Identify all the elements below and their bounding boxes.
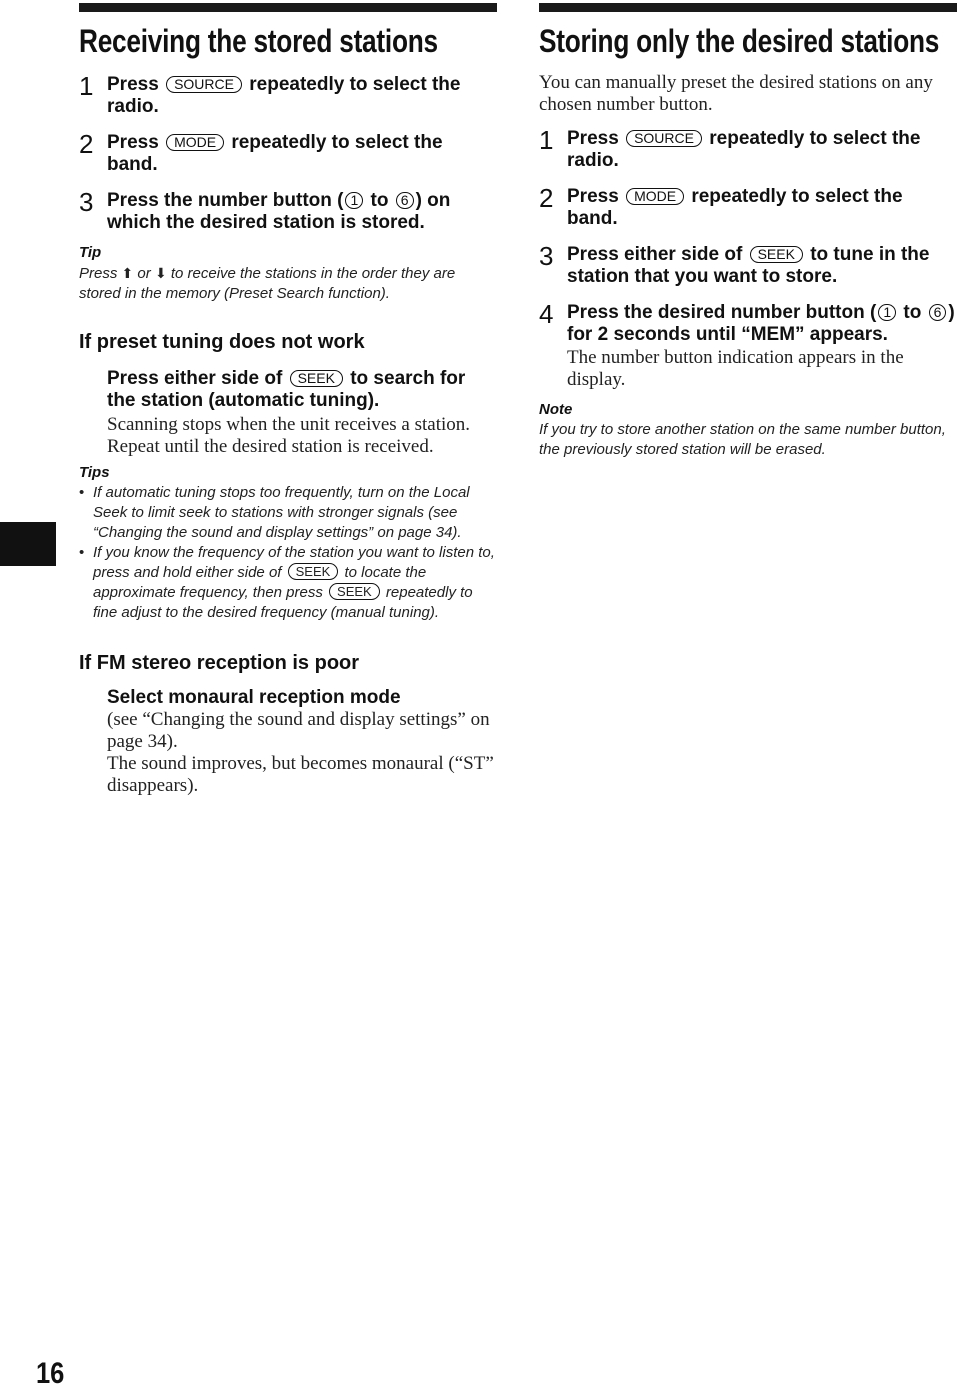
tip-text: Press ⬆ or ⬇ to receive the stations in the order they are stored in the memory (Preset Search function). [79, 265, 456, 302]
subheading-preset: If preset tuning does not work [79, 331, 365, 353]
section-heading-receiving: Receiving the stored stations [79, 23, 438, 59]
step-text: Press MODE repeatedly to select the band. [107, 132, 443, 175]
number-6-key-icon: 6 [396, 192, 414, 209]
tip-block [79, 244, 497, 304]
step-1 [539, 125, 957, 172]
step-2 [539, 183, 957, 230]
heading-rule [539, 3, 957, 12]
step-4-note: The number button indication appears in the display. [567, 347, 904, 390]
step-number: 2 [79, 129, 94, 159]
source-key-icon: SOURCE [626, 130, 702, 147]
step-4 [539, 299, 957, 391]
step-text: Press MODE repeatedly to select the band. [567, 186, 903, 229]
subheading-fm: If FM stereo reception is poor [79, 652, 360, 674]
tips-label: Tips [79, 464, 110, 481]
up-arrow-icon: ⬆ [121, 265, 134, 281]
seek-key-icon: SEEK [288, 563, 339, 580]
seek-key-icon: SEEK [329, 583, 380, 600]
right-column [539, 0, 957, 460]
step-number: 3 [79, 187, 94, 217]
fm-body: (see “Changing the sound and display settings” on page 34). [107, 709, 490, 752]
mode-key-icon: MODE [166, 134, 224, 151]
step-3 [79, 187, 497, 234]
preset-instructions [107, 368, 497, 458]
number-1-key-icon: 1 [878, 304, 896, 321]
left-column [79, 0, 497, 797]
down-arrow-icon: ⬇ [154, 265, 167, 281]
number-6-key-icon: 6 [929, 304, 947, 321]
heading-rule [79, 3, 497, 12]
preset-instruction: Press either side of SEEK to search for the station (automatic tuning). [107, 368, 466, 411]
intro-text: You can manually preset the desired stations on any chosen number button. [539, 72, 933, 115]
seek-key-icon: SEEK [750, 246, 803, 263]
step-number: 3 [539, 241, 554, 271]
preset-body: Scanning stops when the unit receives a station. Repeat until the desired station is received. [107, 414, 471, 457]
seek-key-icon: SEEK [290, 370, 343, 387]
step-3 [539, 241, 957, 288]
step-text: Press the desired number button ( 1 to 6 ) for 2 seconds until “MEM” appears. The number button indication appears in the display. [567, 302, 957, 391]
mode-key-icon: MODE [626, 188, 684, 205]
fm-body: The sound improves, but becomes monaural (“ST” disappears). [107, 753, 494, 796]
step-number: 1 [79, 71, 94, 101]
number-1-key-icon: 1 [345, 192, 363, 209]
page-number: 16 [36, 1357, 65, 1390]
section-tab-marker [0, 522, 56, 566]
step-text: Press SOURCE repeatedly to select the radio. [107, 74, 461, 117]
step-text: Press SOURCE repeatedly to select the radio. [567, 128, 921, 171]
step-1 [79, 71, 497, 118]
tips-item: • If you know the frequency of the station you want to listen to, press and hold either side of SEEK to locate the approximate frequency, then press SEEK repeatedly to fine adjust to the desired frequency (manual tuning). [79, 543, 497, 623]
source-key-icon: SOURCE [166, 76, 242, 93]
section-heading-storing: Storing only the desired stations [539, 23, 940, 59]
step-number: 4 [539, 299, 554, 329]
fm-instruction: Select monaural reception mode [107, 687, 401, 708]
note-block [539, 401, 957, 460]
tip-label: Tip [79, 244, 102, 261]
step-2 [79, 129, 497, 176]
fm-instructions [107, 687, 497, 797]
tips-item: • If automatic tuning stops too frequently, turn on the Local Seek to limit seek to stations with stronger signals (see “Changing the sound and display settings” on page 34). [79, 483, 497, 543]
note-text: If you try to store another station on the same number button, the previously stored station will be erased. [539, 421, 946, 458]
note-label: Note [539, 401, 573, 418]
step-text: Press the number button ( 1 to 6 ) on which the desired station is stored. [107, 190, 451, 233]
step-text: Press either side of SEEK to tune in the station that you want to store. [567, 244, 930, 287]
step-number: 2 [539, 183, 554, 213]
step-number: 1 [539, 125, 554, 155]
tips-block [79, 464, 497, 623]
